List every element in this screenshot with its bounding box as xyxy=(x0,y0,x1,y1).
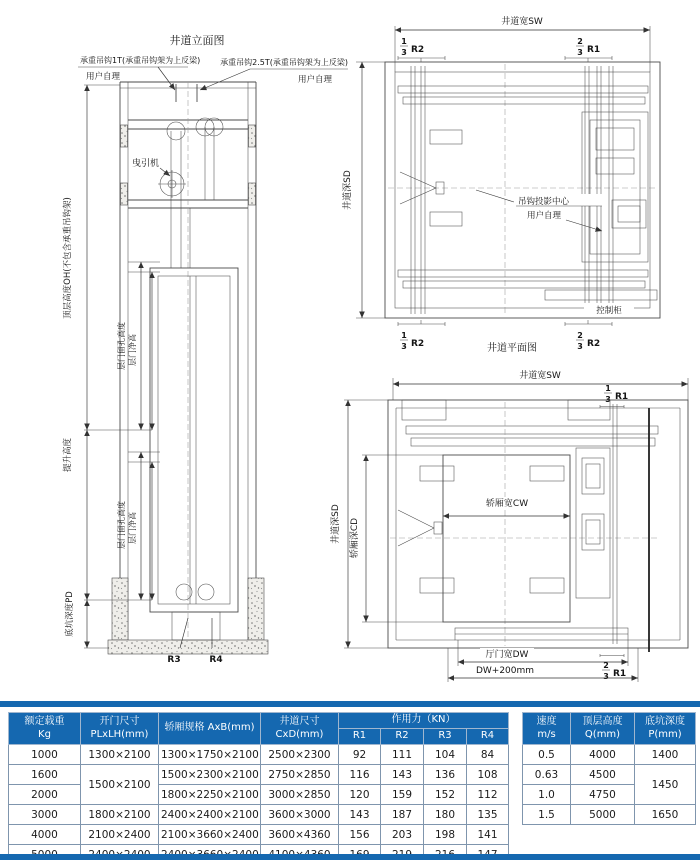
plan-view-bottom xyxy=(329,341,688,682)
r2-label-top-left: R2 xyxy=(411,45,425,55)
door-width-label: 厅门宽DW xyxy=(485,650,529,660)
cell-car: 1800×2250×2100 xyxy=(159,785,261,805)
svg-text:1: 1 xyxy=(605,384,611,393)
cell-p-merged: 1450 xyxy=(635,765,696,805)
door-width-dimensions xyxy=(448,640,638,682)
r1-label-plan2-bottom: R1 xyxy=(613,669,627,679)
r4-label: R4 xyxy=(209,655,223,665)
landing-door-plan xyxy=(455,628,628,640)
cell-shaft: 3600×4360 xyxy=(261,825,339,845)
cell-door: 2100×2400 xyxy=(81,825,159,845)
cell-load: 1600 xyxy=(9,765,81,785)
door-hole-label-top: 层门留孔高度 xyxy=(117,322,126,370)
cell-r1: 156 xyxy=(339,825,381,845)
oh-label: 顶层高度OH(不包含承重吊钩架) xyxy=(63,197,73,319)
r2-label-bottom-right: R2 xyxy=(587,339,601,349)
cell-door: 1300×2100 xyxy=(81,745,159,765)
frac-two-thirds-r2-bottom xyxy=(565,320,612,351)
counterweight-frame-top-plan xyxy=(582,112,648,262)
cell-q: 4500 xyxy=(571,765,635,785)
elevation-dimensions xyxy=(62,85,87,648)
hook2-label: 承重吊钩2.5T(承重吊钩架为上反梁) xyxy=(220,58,348,67)
table-row xyxy=(523,805,696,825)
cell-load: 4000 xyxy=(9,825,81,845)
r3-label: R3 xyxy=(167,655,181,665)
svg-text:3: 3 xyxy=(603,672,609,681)
counterweight-plan2 xyxy=(576,404,649,652)
cell-door: 1800×2100 xyxy=(81,805,159,825)
hook1-label: 承重吊钩1T(承重吊钩架为上反梁) xyxy=(80,56,201,65)
cell-r1: 116 xyxy=(339,765,381,785)
table-row xyxy=(9,825,509,845)
plan-bottom-sd-label: 井道深SD xyxy=(331,504,341,544)
r2-label-bottom-left: R2 xyxy=(411,339,425,349)
divider-strip-bottom xyxy=(0,854,700,860)
col-header-shaft: 井道尺寸 CxD(mm) xyxy=(261,713,339,745)
cell-r4: 108 xyxy=(467,765,509,785)
frac-one-third-r2-bottom xyxy=(398,320,445,351)
rail-bracket-cone-2 xyxy=(398,510,442,546)
col-header-top-height: 顶层高度 Q(mm) xyxy=(571,713,635,745)
cell-load: 2000 xyxy=(9,785,81,805)
hook2-sub: 用户自理 xyxy=(298,75,333,85)
cell-car: 2400×2400×2100 xyxy=(159,805,261,825)
cell-r3: 152 xyxy=(424,785,467,805)
door-hole-label-bottom: 层门留孔高度 xyxy=(117,501,126,549)
hook-projection-callout xyxy=(476,190,606,231)
cell-car: 2100×3660×2400 xyxy=(159,825,261,845)
col-header-force: 作用力（KN） xyxy=(339,713,509,729)
col-header-r1: R1 xyxy=(339,729,381,745)
cell-shaft: 3000×2850 xyxy=(261,785,339,805)
divider-strip-top xyxy=(0,701,700,707)
speed-table xyxy=(522,712,696,825)
specification-table xyxy=(8,712,509,860)
traction-machine-label: 曳引机 xyxy=(132,159,160,169)
col-header-load: 额定载重 Kg xyxy=(9,713,81,745)
cell-r4: 141 xyxy=(467,825,509,845)
frac-two-thirds-r1-bottom xyxy=(600,654,626,681)
cell-q: 5000 xyxy=(571,805,635,825)
col-header-r3: R3 xyxy=(424,729,467,745)
pit-floor xyxy=(108,640,268,654)
svg-text:1: 1 xyxy=(401,37,407,46)
plan-view-top xyxy=(341,15,660,351)
ropes xyxy=(171,82,214,640)
cell-shaft: 3600×3000 xyxy=(261,805,339,825)
col-header-speed: 速度 m/s xyxy=(523,713,571,745)
cell-load: 3000 xyxy=(9,805,81,825)
svg-text:3: 3 xyxy=(401,48,407,57)
plan-bottom-sw-label: 井道宽SW xyxy=(519,371,561,381)
col-header-r2: R2 xyxy=(381,729,424,745)
cell-speed: 0.5 xyxy=(523,745,571,765)
elevation-view xyxy=(62,33,348,665)
plan-top-sw-label: 井道宽SW xyxy=(501,17,543,27)
cell-speed: 1.5 xyxy=(523,805,571,825)
svg-text:2: 2 xyxy=(603,661,609,670)
door-clear-label-top: 层门净高 xyxy=(128,334,137,366)
car-plan xyxy=(443,455,570,622)
frac-one-third-r2-top xyxy=(398,37,445,62)
car-depth-label: 轿厢深CD xyxy=(350,517,360,559)
frac-one-third-r1-top xyxy=(600,384,628,408)
svg-text:2: 2 xyxy=(577,331,583,340)
cell-car: 1300×1750×2100 xyxy=(159,745,261,765)
hook-center-sub: 用户自理 xyxy=(527,211,562,221)
door-width-plus-label: DW+200mm xyxy=(475,666,535,676)
svg-text:3: 3 xyxy=(401,342,407,351)
col-header-door: 开门尺寸 PLxLH(mm) xyxy=(81,713,159,745)
hook1-sub: 用户自理 xyxy=(86,72,121,82)
col-header-r4: R4 xyxy=(467,729,509,745)
cell-q: 4000 xyxy=(571,745,635,765)
cell-r3: 180 xyxy=(424,805,467,825)
cell-r1: 92 xyxy=(339,745,381,765)
cell-r4: 135 xyxy=(467,805,509,825)
frac-two-thirds-r1-top xyxy=(565,37,612,62)
cell-q: 4750 xyxy=(571,785,635,805)
elevator-car xyxy=(150,268,238,640)
cell-r3: 104 xyxy=(424,745,467,765)
cell-r1: 120 xyxy=(339,785,381,805)
svg-text:3: 3 xyxy=(577,48,583,57)
cell-r3: 198 xyxy=(424,825,467,845)
cell-r2: 203 xyxy=(381,825,424,845)
elevation-title: 井道立面图 xyxy=(169,34,225,47)
cell-car: 1500×2300×2100 xyxy=(159,765,261,785)
cell-door-merged: 1500×2100 xyxy=(81,765,159,805)
cell-p: 1400 xyxy=(635,745,696,765)
travel-height-label: 提升高度 xyxy=(63,437,73,473)
table-row xyxy=(9,745,509,765)
svg-text:1: 1 xyxy=(401,331,407,340)
pit-depth-label: 底坑深度PD xyxy=(65,591,75,637)
car-width-label: 轿厢宽CW xyxy=(485,499,529,509)
cell-r4: 112 xyxy=(467,785,509,805)
plan-bottom-title: 井道平面图 xyxy=(487,343,537,354)
cell-r2: 187 xyxy=(381,805,424,825)
cell-speed: 0.63 xyxy=(523,765,571,785)
cell-speed: 1.0 xyxy=(523,785,571,805)
hook-center-label: 吊钩投影中心 xyxy=(518,197,570,207)
svg-text:3: 3 xyxy=(577,342,583,351)
cell-r3: 136 xyxy=(424,765,467,785)
door-dimensions-top xyxy=(116,262,160,430)
svg-text:3: 3 xyxy=(605,395,611,404)
cell-r4: 84 xyxy=(467,745,509,765)
hoisting-hooks xyxy=(176,84,197,102)
cell-r2: 111 xyxy=(381,745,424,765)
table-row xyxy=(523,765,696,785)
svg-text:2: 2 xyxy=(577,37,583,46)
col-header-car: 轿厢规格 AxB(mm) xyxy=(159,713,261,745)
cell-r1: 143 xyxy=(339,805,381,825)
table-row xyxy=(9,765,509,785)
r1-label-top-right: R1 xyxy=(587,45,601,55)
cell-shaft: 2750×2850 xyxy=(261,765,339,785)
plan-top-sd-label: 井道深SD xyxy=(343,170,353,210)
r1-label-plan2-top: R1 xyxy=(615,392,629,402)
cell-r2: 159 xyxy=(381,785,424,805)
door-clear-label-bottom: 层门净高 xyxy=(128,512,137,544)
buffer xyxy=(172,612,220,640)
control-cabinet-label: 控制柜 xyxy=(596,306,622,316)
col-header-pit-depth: 底坑深度 P(mm) xyxy=(635,713,696,745)
table-row xyxy=(9,805,509,825)
table-row xyxy=(523,745,696,765)
cell-shaft: 2500×2300 xyxy=(261,745,339,765)
cell-r2: 143 xyxy=(381,765,424,785)
cell-p: 1650 xyxy=(635,805,696,825)
cell-load: 1000 xyxy=(9,745,81,765)
